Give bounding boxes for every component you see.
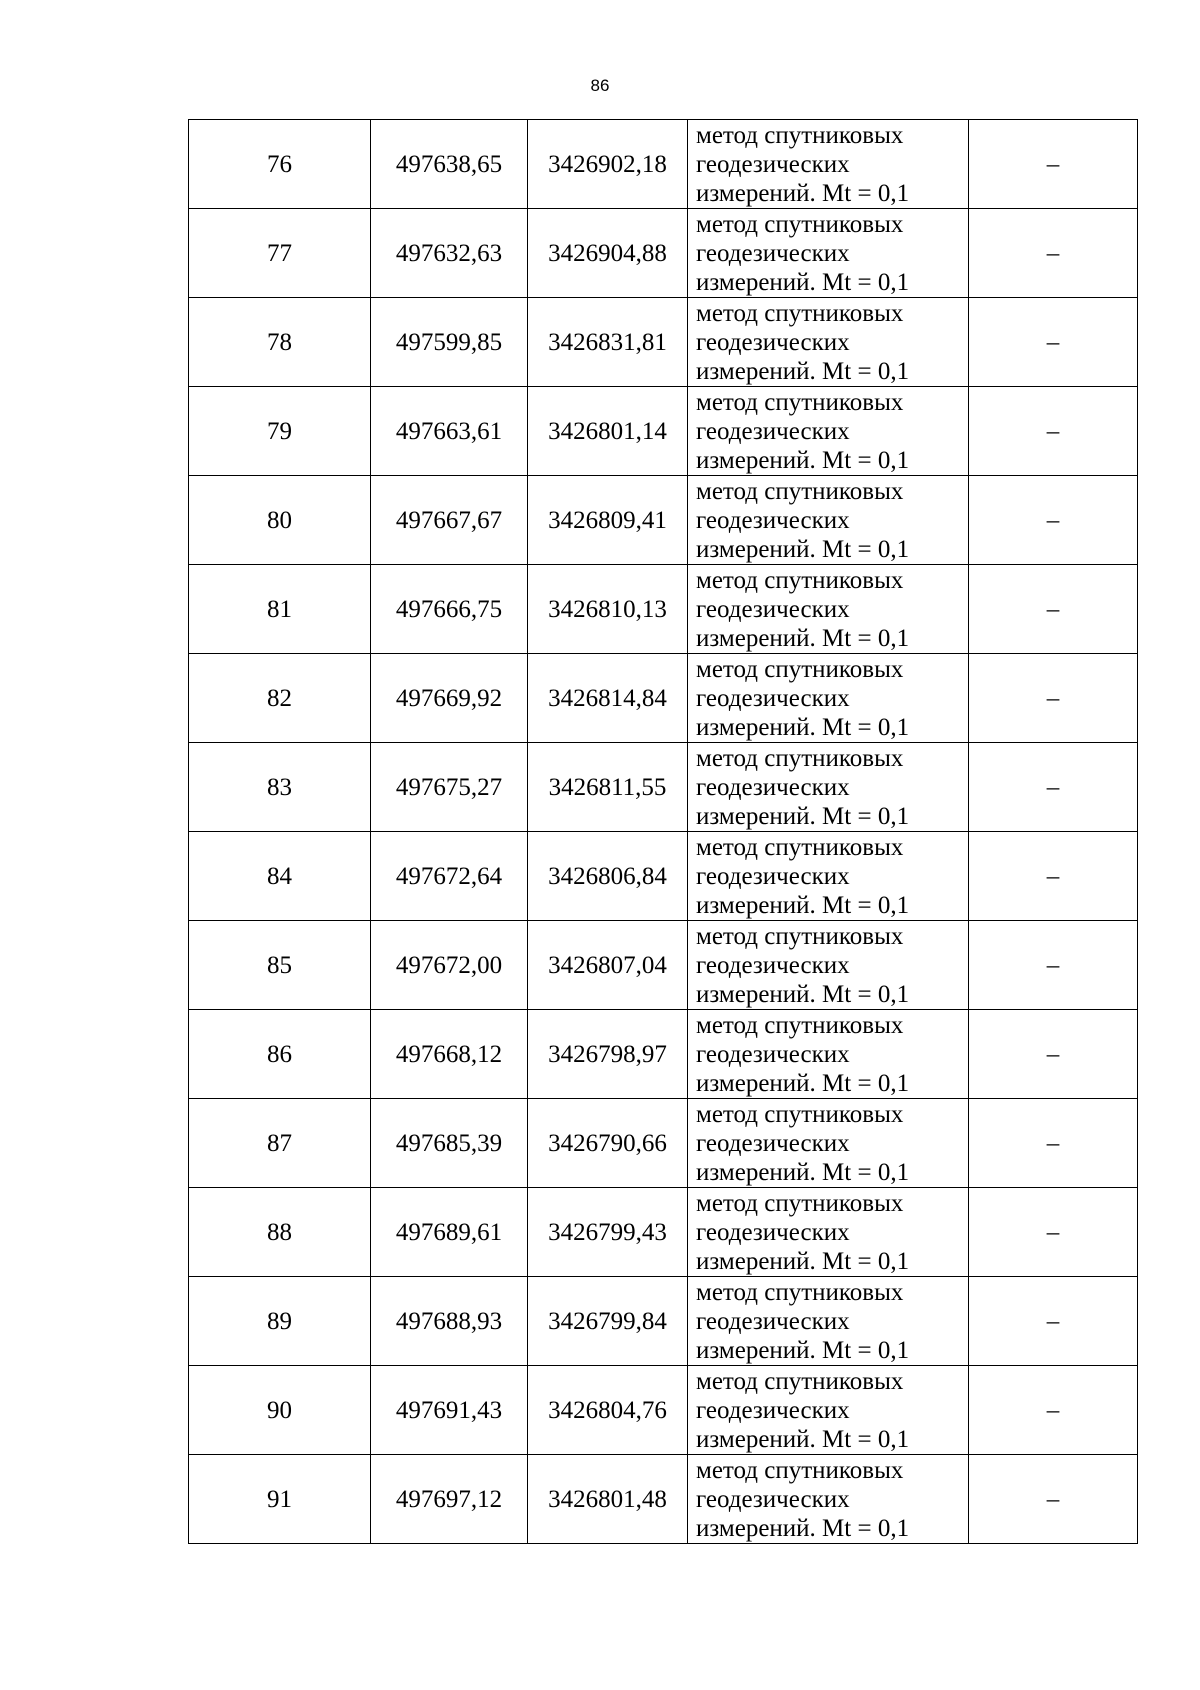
table-row xyxy=(189,921,1138,1010)
description-cell: – xyxy=(969,298,1138,387)
y-coordinate-cell: 3426799,84 xyxy=(528,1277,688,1366)
point-number-cell: 84 xyxy=(189,832,371,921)
method-text-line: метод спутниковых xyxy=(696,922,904,950)
method-text-line: геодезических xyxy=(696,1396,850,1424)
description-cell: – xyxy=(969,1455,1138,1544)
method-text-line: метод спутниковых xyxy=(696,121,904,149)
x-coordinate-cell: 497691,43 xyxy=(371,1366,528,1455)
x-coordinate-cell: 497688,93 xyxy=(371,1277,528,1366)
y-coordinate-cell: 3426904,88 xyxy=(528,209,688,298)
method-cell xyxy=(688,120,969,209)
y-coordinate-cell: 3426809,41 xyxy=(528,476,688,565)
method-cell xyxy=(688,921,969,1010)
x-coordinate-cell: 497689,61 xyxy=(371,1188,528,1277)
method-text-line: метод спутниковых xyxy=(696,744,904,772)
method-text-line: метод спутниковых xyxy=(696,1278,904,1306)
table-row xyxy=(189,832,1138,921)
x-coordinate-cell: 497685,39 xyxy=(371,1099,528,1188)
y-coordinate-cell: 3426810,13 xyxy=(528,565,688,654)
point-number-cell: 85 xyxy=(189,921,371,1010)
description-cell: – xyxy=(969,1188,1138,1277)
description-cell: – xyxy=(969,832,1138,921)
description-cell: – xyxy=(969,921,1138,1010)
y-coordinate-cell: 3426902,18 xyxy=(528,120,688,209)
x-coordinate-cell: 497672,64 xyxy=(371,832,528,921)
y-coordinate-cell: 3426801,14 xyxy=(528,387,688,476)
x-coordinate-cell: 497632,63 xyxy=(371,209,528,298)
table-row xyxy=(189,1010,1138,1099)
method-text-line: метод спутниковых xyxy=(696,833,904,861)
method-cell xyxy=(688,743,969,832)
method-text-line: геодезических xyxy=(696,150,850,178)
x-coordinate-cell: 497668,12 xyxy=(371,1010,528,1099)
y-coordinate-cell: 3426801,48 xyxy=(528,1455,688,1544)
method-cell xyxy=(688,832,969,921)
x-coordinate-cell: 497599,85 xyxy=(371,298,528,387)
method-cell xyxy=(688,565,969,654)
method-cell xyxy=(688,1455,969,1544)
table-row xyxy=(189,476,1138,565)
method-text-line: метод спутниковых xyxy=(696,1011,904,1039)
method-text-line: метод спутниковых xyxy=(696,1367,904,1395)
method-text-line: метод спутниковых xyxy=(696,210,904,238)
method-text-line: измерений. Mt = 0,1 xyxy=(696,624,910,652)
method-text-line: геодезических xyxy=(696,684,850,712)
method-text-line: измерений. Mt = 0,1 xyxy=(696,1158,910,1186)
x-coordinate-cell: 497672,00 xyxy=(371,921,528,1010)
point-number-cell: 78 xyxy=(189,298,371,387)
coordinates-table xyxy=(188,119,1138,1544)
table-row xyxy=(189,387,1138,476)
method-text-line: геодезических xyxy=(696,862,850,890)
description-cell: – xyxy=(969,1277,1138,1366)
description-cell: – xyxy=(969,209,1138,298)
point-number-cell: 90 xyxy=(189,1366,371,1455)
method-text-line: геодезических xyxy=(696,417,850,445)
method-cell xyxy=(688,476,969,565)
method-cell xyxy=(688,298,969,387)
method-cell xyxy=(688,1188,969,1277)
table-row xyxy=(189,120,1138,209)
y-coordinate-cell: 3426799,43 xyxy=(528,1188,688,1277)
method-cell xyxy=(688,1010,969,1099)
table-row xyxy=(189,298,1138,387)
y-coordinate-cell: 3426831,81 xyxy=(528,298,688,387)
method-text-line: измерений. Mt = 0,1 xyxy=(696,1425,910,1453)
method-cell xyxy=(688,387,969,476)
y-coordinate-cell: 3426814,84 xyxy=(528,654,688,743)
method-text-line: геодезических xyxy=(696,951,850,979)
table-row xyxy=(189,209,1138,298)
description-cell: – xyxy=(969,1010,1138,1099)
method-text-line: геодезических xyxy=(696,1218,850,1246)
method-cell xyxy=(688,654,969,743)
method-text-line: геодезических xyxy=(696,328,850,356)
table-row xyxy=(189,1099,1138,1188)
method-text-line: геодезических xyxy=(696,239,850,267)
method-text-line: измерений. Mt = 0,1 xyxy=(696,1247,910,1275)
method-text-line: измерений. Mt = 0,1 xyxy=(696,1069,910,1097)
point-number-cell: 77 xyxy=(189,209,371,298)
description-cell: – xyxy=(969,476,1138,565)
method-text-line: измерений. Mt = 0,1 xyxy=(696,980,910,1008)
y-coordinate-cell: 3426798,97 xyxy=(528,1010,688,1099)
table-row xyxy=(189,1277,1138,1366)
y-coordinate-cell: 3426811,55 xyxy=(528,743,688,832)
description-cell: – xyxy=(969,743,1138,832)
point-number-cell: 87 xyxy=(189,1099,371,1188)
method-text-line: метод спутниковых xyxy=(696,477,904,505)
method-text-line: измерений. Mt = 0,1 xyxy=(696,802,910,830)
table-row xyxy=(189,1455,1138,1544)
point-number-cell: 83 xyxy=(189,743,371,832)
description-cell: – xyxy=(969,120,1138,209)
method-text-line: геодезических xyxy=(696,506,850,534)
x-coordinate-cell: 497669,92 xyxy=(371,654,528,743)
point-number-cell: 89 xyxy=(189,1277,371,1366)
method-text-line: измерений. Mt = 0,1 xyxy=(696,446,910,474)
table-row xyxy=(189,1188,1138,1277)
x-coordinate-cell: 497675,27 xyxy=(371,743,528,832)
description-cell: – xyxy=(969,387,1138,476)
description-cell: – xyxy=(969,654,1138,743)
method-text-line: метод спутниковых xyxy=(696,1189,904,1217)
x-coordinate-cell: 497663,61 xyxy=(371,387,528,476)
method-text-line: измерений. Mt = 0,1 xyxy=(696,357,910,385)
method-text-line: геодезических xyxy=(696,595,850,623)
method-text-line: геодезических xyxy=(696,1129,850,1157)
method-text-line: геодезических xyxy=(696,1485,850,1513)
y-coordinate-cell: 3426806,84 xyxy=(528,832,688,921)
table-row xyxy=(189,654,1138,743)
point-number-cell: 86 xyxy=(189,1010,371,1099)
method-text-line: метод спутниковых xyxy=(696,388,904,416)
point-number-cell: 88 xyxy=(189,1188,371,1277)
method-cell xyxy=(688,209,969,298)
method-text-line: метод спутниковых xyxy=(696,299,904,327)
description-cell: – xyxy=(969,565,1138,654)
method-text-line: измерений. Mt = 0,1 xyxy=(696,179,910,207)
method-text-line: измерений. Mt = 0,1 xyxy=(696,268,910,296)
y-coordinate-cell: 3426804,76 xyxy=(528,1366,688,1455)
x-coordinate-cell: 497697,12 xyxy=(371,1455,528,1544)
x-coordinate-cell: 497667,67 xyxy=(371,476,528,565)
method-text-line: геодезических xyxy=(696,1040,850,1068)
table-row xyxy=(189,743,1138,832)
method-text-line: геодезических xyxy=(696,1307,850,1335)
method-text-line: метод спутниковых xyxy=(696,566,904,594)
table-body xyxy=(189,120,1138,1544)
y-coordinate-cell: 3426807,04 xyxy=(528,921,688,1010)
method-text-line: измерений. Mt = 0,1 xyxy=(696,713,910,741)
point-number-cell: 80 xyxy=(189,476,371,565)
table-row xyxy=(189,1366,1138,1455)
method-text-line: измерений. Mt = 0,1 xyxy=(696,1336,910,1364)
y-coordinate-cell: 3426790,66 xyxy=(528,1099,688,1188)
description-cell: – xyxy=(969,1099,1138,1188)
point-number-cell: 81 xyxy=(189,565,371,654)
point-number-cell: 91 xyxy=(189,1455,371,1544)
point-number-cell: 79 xyxy=(189,387,371,476)
point-number-cell: 76 xyxy=(189,120,371,209)
method-text-line: метод спутниковых xyxy=(696,1456,904,1484)
method-cell xyxy=(688,1277,969,1366)
method-text-line: измерений. Mt = 0,1 xyxy=(696,891,910,919)
method-cell xyxy=(688,1099,969,1188)
method-text-line: метод спутниковых xyxy=(696,1100,904,1128)
description-cell: – xyxy=(969,1366,1138,1455)
method-text-line: измерений. Mt = 0,1 xyxy=(696,1514,910,1542)
page-number: 86 xyxy=(590,76,610,95)
method-text-line: измерений. Mt = 0,1 xyxy=(696,535,910,563)
method-text-line: геодезических xyxy=(696,773,850,801)
x-coordinate-cell: 497638,65 xyxy=(371,120,528,209)
method-text-line: метод спутниковых xyxy=(696,655,904,683)
x-coordinate-cell: 497666,75 xyxy=(371,565,528,654)
table-row xyxy=(189,565,1138,654)
method-cell xyxy=(688,1366,969,1455)
point-number-cell: 82 xyxy=(189,654,371,743)
